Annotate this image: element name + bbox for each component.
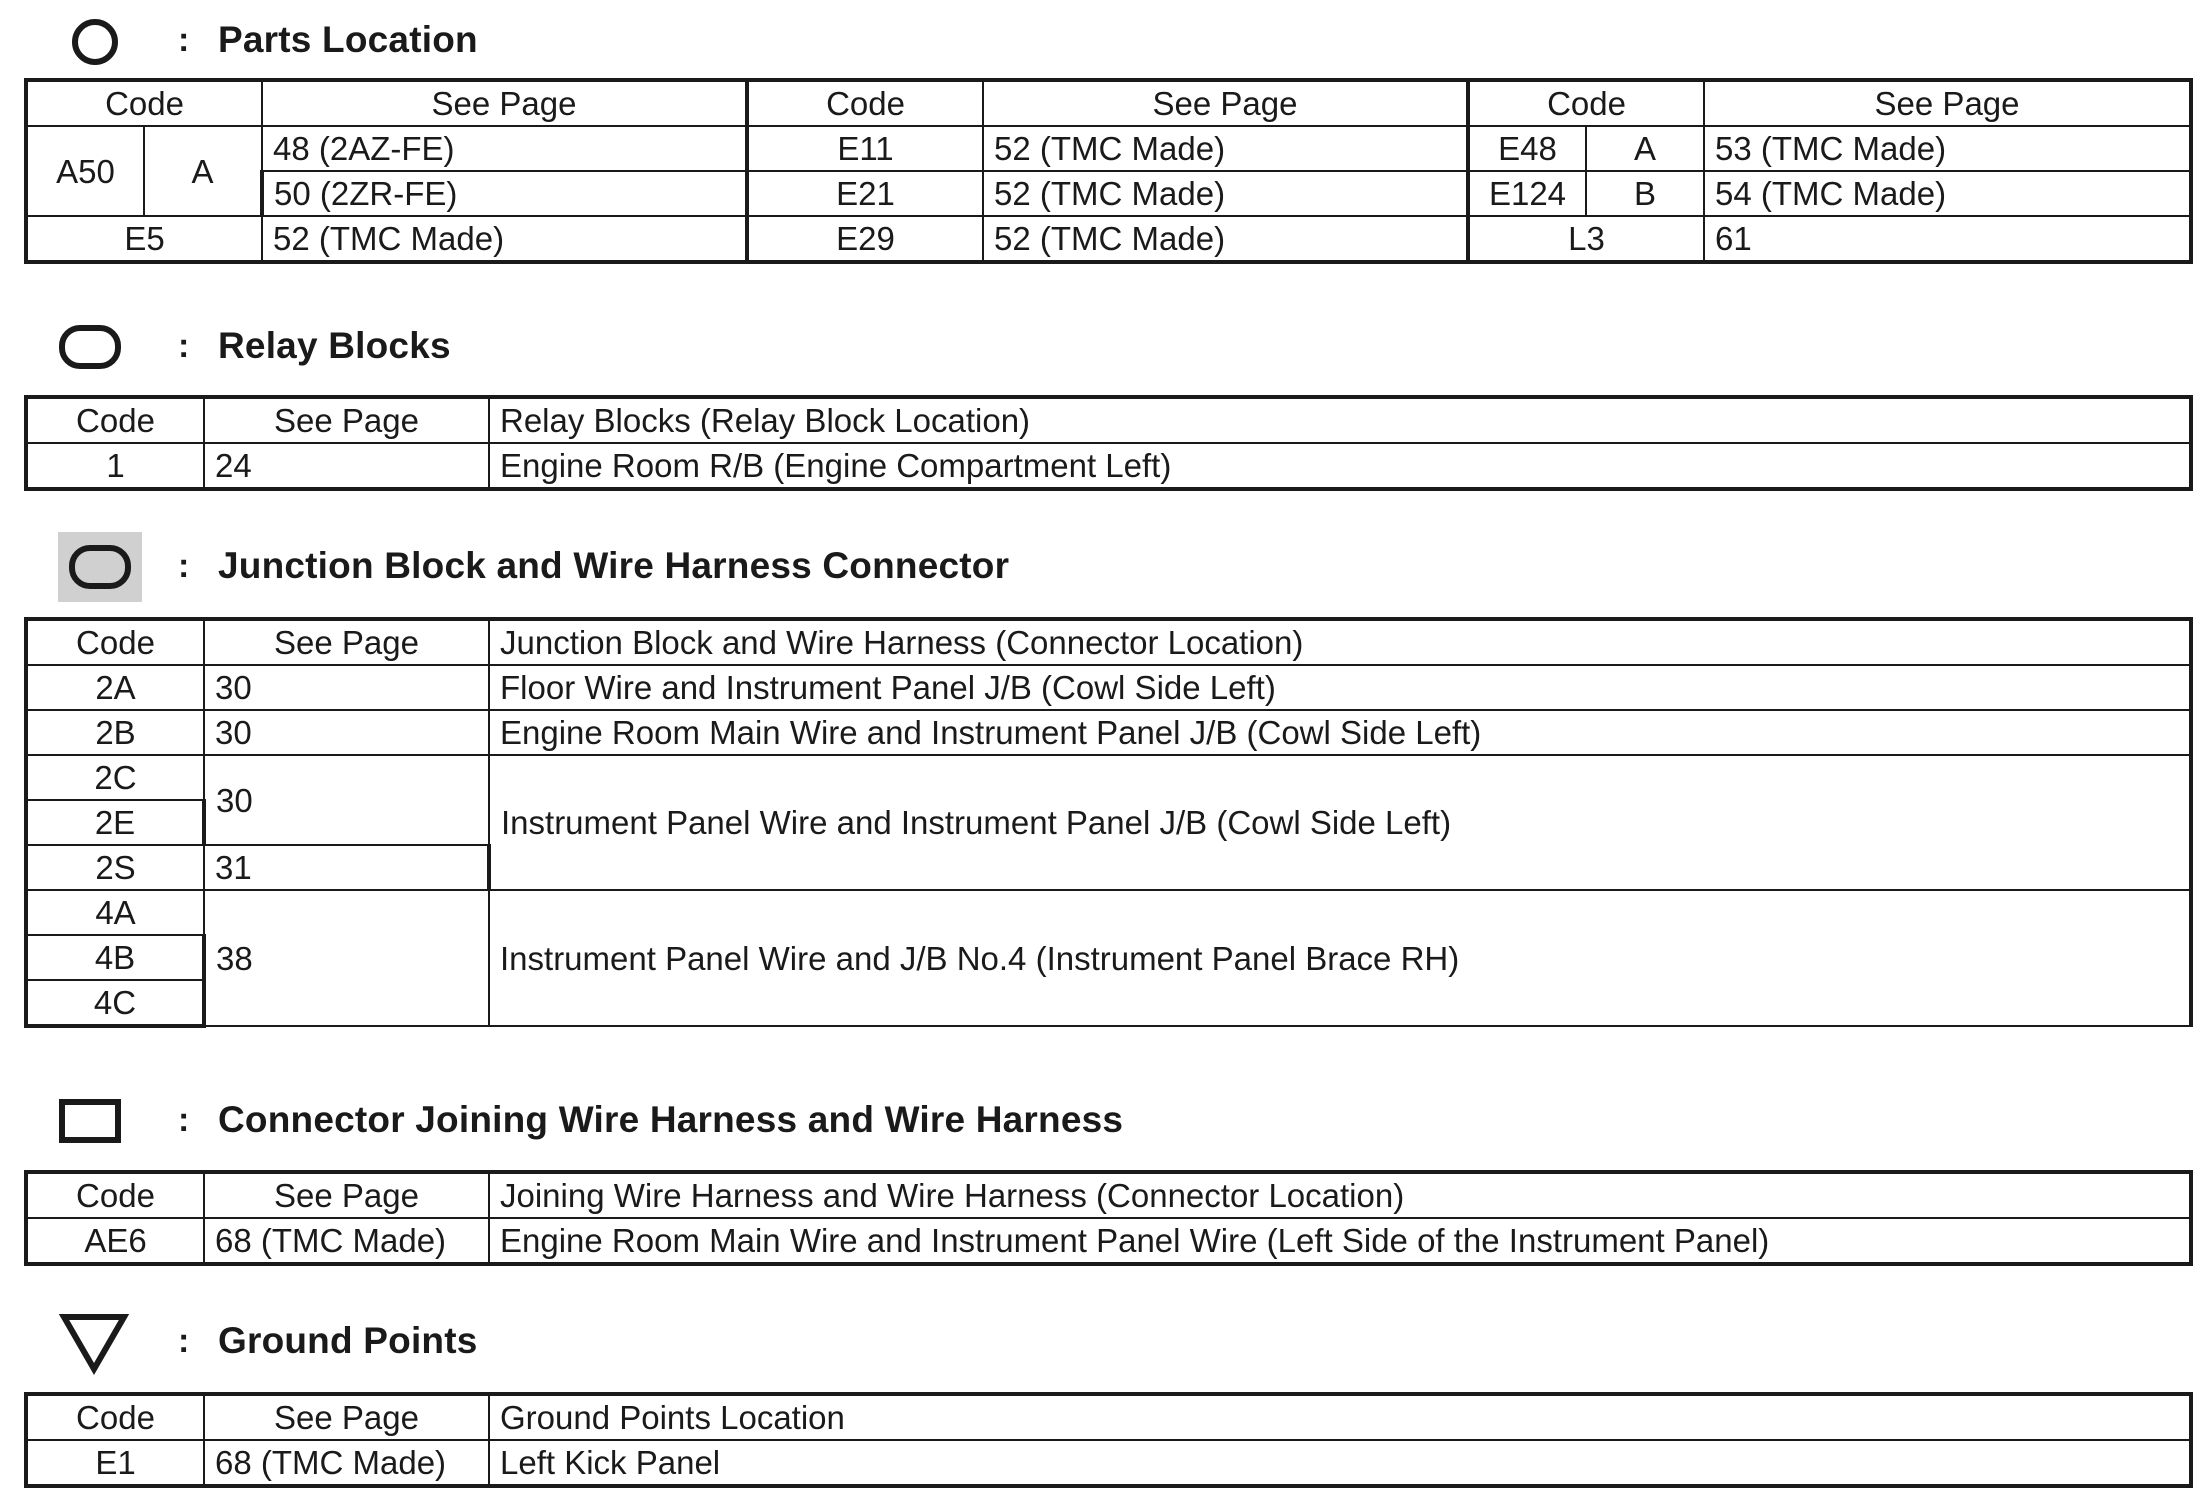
table-row: [26, 755, 2191, 800]
code-cell: E21: [747, 171, 983, 216]
code-cell: L3: [1468, 216, 1704, 262]
page-cell: 48 (2AZ-FE): [262, 126, 747, 171]
table-header-row: [26, 397, 2191, 443]
ground-points-table: [24, 1392, 2193, 1488]
header-code: Code: [26, 1172, 204, 1218]
code-cell: E11: [747, 126, 983, 171]
junction-block-table: [24, 617, 2193, 1028]
table-header-row: [26, 1394, 2191, 1440]
code-cell: E29: [747, 216, 983, 262]
page-cell: 31: [204, 845, 489, 890]
header-see-page: See Page: [204, 397, 489, 443]
description-cell: Floor Wire and Instrument Panel J/B (Cowl Side Left): [489, 665, 2191, 710]
table-row: [26, 890, 2191, 935]
code-cell: E48: [1468, 126, 1586, 171]
section-title: Junction Block and Wire Harness Connector: [218, 545, 1010, 586]
page-cell: 50 (2ZR-FE): [262, 171, 747, 216]
code-cell: 2E: [26, 800, 204, 845]
section-title: Ground Points: [218, 1320, 478, 1361]
rounded-rect-icon: [58, 324, 122, 370]
header-code: Code: [26, 397, 204, 443]
triangle-down-icon: [58, 1311, 130, 1375]
code-cell: 2A: [26, 665, 204, 710]
table-row: [26, 665, 2191, 710]
code-cell: 4C: [26, 980, 204, 1026]
table-row: [26, 1218, 2191, 1264]
section-colon: :: [178, 21, 190, 59]
shaded-rounded-rect-icon: [68, 544, 132, 590]
page-cell: 68 (TMC Made): [204, 1440, 489, 1486]
page-cell: 68 (TMC Made): [204, 1218, 489, 1264]
sub-code-cell: B: [1586, 171, 1704, 216]
page-cell: 53 (TMC Made): [1704, 126, 2191, 171]
code-cell: 2B: [26, 710, 204, 755]
table-row: [26, 126, 2191, 171]
table-row: [26, 443, 2191, 489]
description-cell: Engine Room Main Wire and Instrument Panel J/B (Cowl Side Left): [489, 710, 2191, 755]
parts-location-table: [24, 78, 2193, 264]
code-cell: 4B: [26, 935, 204, 980]
header-description: Junction Block and Wire Harness (Connector Location): [489, 619, 2191, 665]
page-cell: 30: [204, 665, 489, 710]
connector-joining-header: [0, 1090, 2204, 1150]
code-cell: 2C: [26, 755, 204, 800]
junction-block-header: [0, 536, 2204, 596]
section-colon: :: [178, 327, 190, 365]
ground-points-header: [0, 1311, 2204, 1371]
square-icon: [58, 1098, 122, 1144]
table-row: [26, 1440, 2191, 1486]
header-code: Code: [1468, 80, 1704, 126]
sub-code-cell: A: [1586, 126, 1704, 171]
code-cell: E1: [26, 1440, 204, 1486]
code-cell: E5: [26, 216, 262, 262]
description-cell: Left Kick Panel: [489, 1440, 2191, 1486]
relay-blocks-header: [0, 316, 2204, 376]
description-cell: Instrument Panel Wire and J/B No.4 (Instrument Panel Brace RH): [489, 890, 2191, 1026]
connector-joining-table: [24, 1170, 2193, 1266]
description-cell: Instrument Panel Wire and Instrument Panel J/B (Cowl Side Left): [489, 755, 2191, 890]
page-cell: 54 (TMC Made): [1704, 171, 2191, 216]
page-cell: 30: [204, 710, 489, 755]
page-cell: 38: [204, 890, 489, 1026]
code-cell: 2S: [26, 845, 204, 890]
description-cell: Engine Room R/B (Engine Compartment Left): [489, 443, 2191, 489]
sub-code-cell: A: [144, 126, 262, 216]
section-colon: :: [178, 1101, 190, 1139]
page-cell: 52 (TMC Made): [983, 126, 1468, 171]
page-cell: 52 (TMC Made): [262, 216, 747, 262]
header-description: Ground Points Location: [489, 1394, 2191, 1440]
section-colon: :: [178, 1322, 190, 1360]
header-code: Code: [747, 80, 983, 126]
section-title: Relay Blocks: [218, 325, 451, 366]
section-title: Connector Joining Wire Harness and Wire Harness: [218, 1099, 1124, 1140]
description-cell: Engine Room Main Wire and Instrument Panel Wire (Left Side of the Instrument Panel): [489, 1218, 2191, 1264]
page-cell: 52 (TMC Made): [983, 171, 1468, 216]
table-row: [26, 710, 2191, 755]
header-see-page: See Page: [204, 1172, 489, 1218]
table-header-row: [26, 1172, 2191, 1218]
header-see-page: See Page: [204, 619, 489, 665]
relay-blocks-table: [24, 395, 2193, 491]
header-code: Code: [26, 1394, 204, 1440]
table-row: [26, 216, 2191, 262]
table-header-row: [26, 619, 2191, 665]
circle-icon: [70, 17, 120, 67]
code-cell: 4A: [26, 890, 204, 935]
table-row: [26, 171, 2191, 216]
header-see-page: See Page: [262, 80, 747, 126]
section-title: Parts Location: [218, 19, 478, 60]
code-cell: AE6: [26, 1218, 204, 1264]
parts-location-header: [0, 10, 2204, 70]
page-cell: 24: [204, 443, 489, 489]
code-cell: E124: [1468, 171, 1586, 216]
header-description: Relay Blocks (Relay Block Location): [489, 397, 2191, 443]
header-see-page: See Page: [204, 1394, 489, 1440]
header-see-page: See Page: [1704, 80, 2191, 126]
section-colon: :: [178, 547, 190, 585]
table-header-row: [26, 80, 2191, 126]
page-cell: 61: [1704, 216, 2191, 262]
header-code: Code: [26, 619, 204, 665]
page-cell: 30: [204, 755, 489, 845]
page-cell: 52 (TMC Made): [983, 216, 1468, 262]
header-code: Code: [26, 80, 262, 126]
code-cell: A50: [26, 126, 144, 216]
header-see-page: See Page: [983, 80, 1468, 126]
header-description: Joining Wire Harness and Wire Harness (Connector Location): [489, 1172, 2191, 1218]
code-cell: 1: [26, 443, 204, 489]
